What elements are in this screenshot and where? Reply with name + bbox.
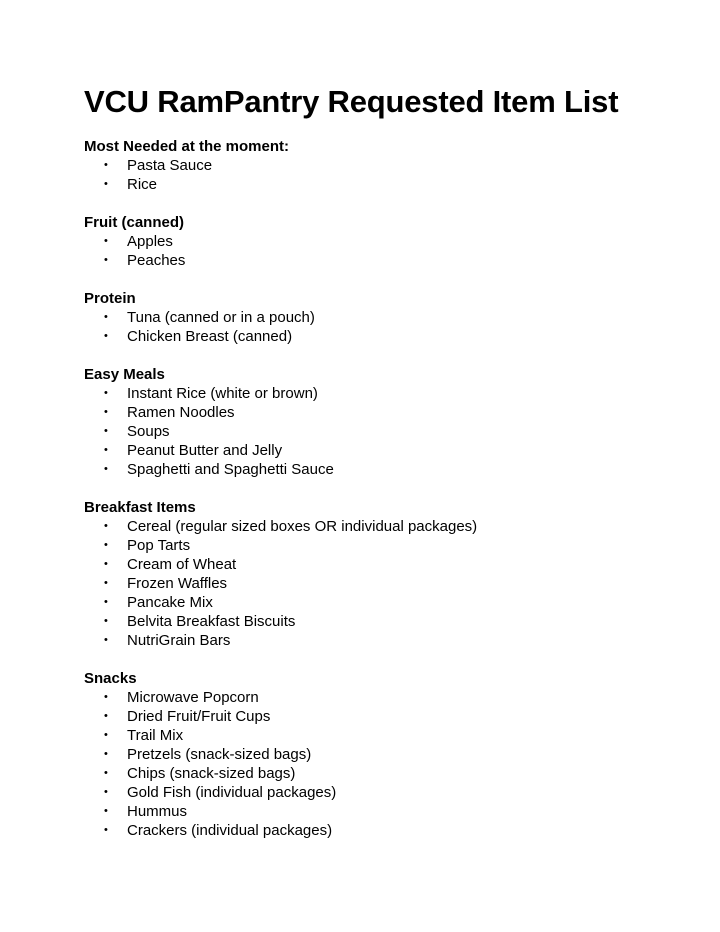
list-item bbox=[84, 156, 720, 175]
list-item bbox=[84, 327, 720, 346]
list-item bbox=[84, 574, 720, 593]
bullet-icon: • bbox=[104, 558, 108, 570]
list-item-text: NutriGrain Bars bbox=[127, 632, 231, 649]
list-item-text: Rice bbox=[127, 176, 158, 193]
list-item-text: Hummus bbox=[127, 803, 188, 820]
list-item-text: Peanut Butter and Jelly bbox=[127, 442, 283, 459]
item-list bbox=[84, 384, 720, 479]
list-item-text: Spaghetti and Spaghetti Sauce bbox=[127, 461, 334, 478]
list-item bbox=[84, 422, 720, 441]
section bbox=[84, 289, 720, 346]
list-item bbox=[84, 612, 720, 631]
bullet-icon: • bbox=[104, 520, 108, 532]
list-item bbox=[84, 308, 720, 327]
list-item-text: Instant Rice (white or brown) bbox=[127, 385, 318, 402]
item-list bbox=[84, 517, 720, 650]
list-item-text: Crackers (individual packages) bbox=[127, 822, 333, 839]
list-item bbox=[84, 745, 720, 764]
bullet-icon: • bbox=[104, 767, 108, 779]
list-item bbox=[84, 726, 720, 745]
item-list bbox=[84, 308, 720, 346]
list-item-text: Gold Fish (individual packages) bbox=[127, 784, 337, 801]
bullet-icon: • bbox=[104, 748, 108, 760]
list-item-text: Tuna (canned or in a pouch) bbox=[127, 309, 315, 326]
item-list bbox=[84, 688, 720, 840]
list-item bbox=[84, 802, 720, 821]
list-item bbox=[84, 688, 720, 707]
bullet-icon: • bbox=[104, 425, 108, 437]
list-item bbox=[84, 175, 720, 194]
list-item-text: Pop Tarts bbox=[127, 537, 191, 554]
list-item-text: Pretzels (snack-sized bags) bbox=[127, 746, 312, 763]
bullet-icon: • bbox=[104, 577, 108, 589]
section-heading: Protein bbox=[84, 290, 136, 307]
bullet-icon: • bbox=[104, 539, 108, 551]
list-item bbox=[84, 783, 720, 802]
list-item bbox=[84, 707, 720, 726]
item-list bbox=[84, 156, 720, 194]
list-item-text: Dried Fruit/Fruit Cups bbox=[127, 708, 271, 725]
bullet-icon: • bbox=[104, 387, 108, 399]
list-item-text: Chips (snack-sized bags) bbox=[127, 765, 296, 782]
list-item bbox=[84, 821, 720, 840]
section bbox=[84, 669, 720, 840]
bullet-icon: • bbox=[104, 235, 108, 247]
section-heading: Easy Meals bbox=[84, 366, 165, 383]
bullet-icon: • bbox=[104, 330, 108, 342]
list-item bbox=[84, 403, 720, 422]
bullet-icon: • bbox=[104, 824, 108, 836]
list-item bbox=[84, 536, 720, 555]
list-item bbox=[84, 764, 720, 783]
bullet-icon: • bbox=[104, 596, 108, 608]
bullet-icon: • bbox=[104, 691, 108, 703]
section bbox=[84, 213, 720, 270]
bullet-icon: • bbox=[104, 710, 108, 722]
list-item bbox=[84, 631, 720, 650]
bullet-icon: • bbox=[104, 729, 108, 741]
list-item-text: Ramen Noodles bbox=[127, 404, 235, 421]
list-item-text: Trail Mix bbox=[127, 727, 184, 744]
document-title: VCU RamPantry Requested Item List bbox=[84, 84, 619, 119]
section-list bbox=[84, 137, 720, 840]
list-item-text: Chicken Breast (canned) bbox=[127, 328, 293, 345]
item-list bbox=[84, 232, 720, 270]
list-item-text: Cream of Wheat bbox=[127, 556, 237, 573]
list-item-text: Peaches bbox=[127, 252, 186, 269]
list-item bbox=[84, 232, 720, 251]
list-item bbox=[84, 593, 720, 612]
bullet-icon: • bbox=[104, 444, 108, 456]
list-item bbox=[84, 384, 720, 403]
bullet-icon: • bbox=[104, 634, 108, 646]
list-item bbox=[84, 517, 720, 536]
list-item bbox=[84, 441, 720, 460]
list-item bbox=[84, 555, 720, 574]
section-heading: Snacks bbox=[84, 670, 137, 687]
list-item-text: Frozen Waffles bbox=[127, 575, 228, 592]
list-item-text: Pasta Sauce bbox=[127, 157, 213, 174]
section-heading: Most Needed at the moment: bbox=[84, 138, 290, 155]
bullet-icon: • bbox=[104, 615, 108, 627]
bullet-icon: • bbox=[104, 159, 108, 171]
section bbox=[84, 498, 720, 650]
list-item-text: Cereal (regular sized boxes OR individual packages) bbox=[127, 518, 478, 535]
list-item bbox=[84, 251, 720, 270]
bullet-icon: • bbox=[104, 254, 108, 266]
list-item-text: Soups bbox=[127, 423, 170, 440]
bullet-icon: • bbox=[104, 311, 108, 323]
section-heading: Breakfast Items bbox=[84, 499, 196, 516]
bullet-icon: • bbox=[104, 805, 108, 817]
section-heading: Fruit (canned) bbox=[84, 214, 184, 231]
list-item-text: Apples bbox=[127, 233, 173, 250]
bullet-icon: • bbox=[104, 406, 108, 418]
bullet-icon: • bbox=[104, 463, 108, 475]
list-item-text: Pancake Mix bbox=[127, 594, 213, 611]
list-item bbox=[84, 460, 720, 479]
bullet-icon: • bbox=[104, 786, 108, 798]
section bbox=[84, 137, 720, 194]
section bbox=[84, 365, 720, 479]
list-item-text: Microwave Popcorn bbox=[127, 689, 259, 706]
list-item-text: Belvita Breakfast Biscuits bbox=[127, 613, 296, 630]
bullet-icon: • bbox=[104, 178, 108, 190]
